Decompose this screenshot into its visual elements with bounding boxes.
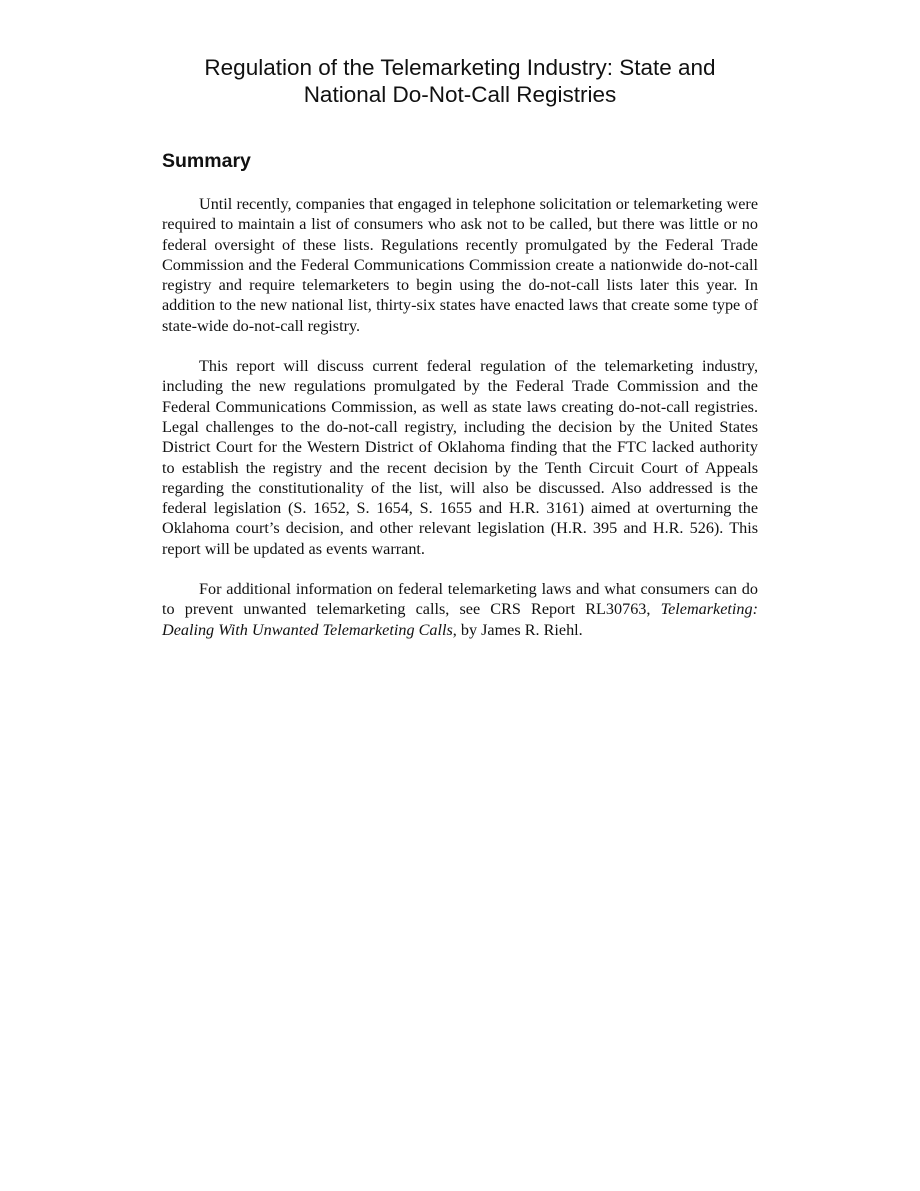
document-page xyxy=(162,54,758,640)
paragraph-3-author: , by James R. Riehl. xyxy=(452,620,583,639)
document-title-line-2: National Do-Not-Call Registries xyxy=(303,82,617,107)
summary-paragraph-2: This report will discuss current federal regulation of the telemarketing industry, including the new regulations promulgated by the Federal Trade Commission and the Federal Communications Commission, as well as state laws creating do-not-call registries. Legal challenges to the do-not-call registry, including the decision by the United States District Court for the Western District of Oklahoma finding that the FTC lacked authority to establish the registry and the recent decision by the Tenth Circuit Court of Appeals regarding the constitutionality of the list, will also be discussed. Also addressed is the federal legislation (S. 1652, S. 1654, S. 1655 and H.R. 3161) aimed at overturning the Oklahoma court’s decision, and other relevant legislation (H.R. 395 and H.R. 526). This report will be updated as events warrant. xyxy=(162,357,758,558)
paragraph-3-text: For additional information on federal telemarketing laws and what consumers can do to prevent unwanted telemarketing calls, see CRS Report RL30763, xyxy=(162,580,758,619)
document-title-line-1: Regulation of the Telemarketing Industry: State and xyxy=(204,55,716,80)
section-heading-summary: Summary xyxy=(162,150,251,172)
report-title-italic: Telemarketing: Dealing With Unwanted Telemarketing Calls xyxy=(162,600,758,639)
summary-paragraph-3 xyxy=(162,579,758,640)
document-title xyxy=(162,54,758,108)
summary-paragraph-1: Until recently, companies that engaged in telephone solicitation or telemarketing were required to maintain a list of consumers who ask not to be called, but there was little or no federal oversight of these lists. Regulations recently promulgated by the Federal Trade Commission and the Federal Communications Commission create a nationwide do-not-call registry and require telemarketers to begin using the do-not-call lists later this year. In addition to the new national list, thirty-six states have enacted laws that create some type of state-wide do-not-call registry. xyxy=(162,195,758,335)
